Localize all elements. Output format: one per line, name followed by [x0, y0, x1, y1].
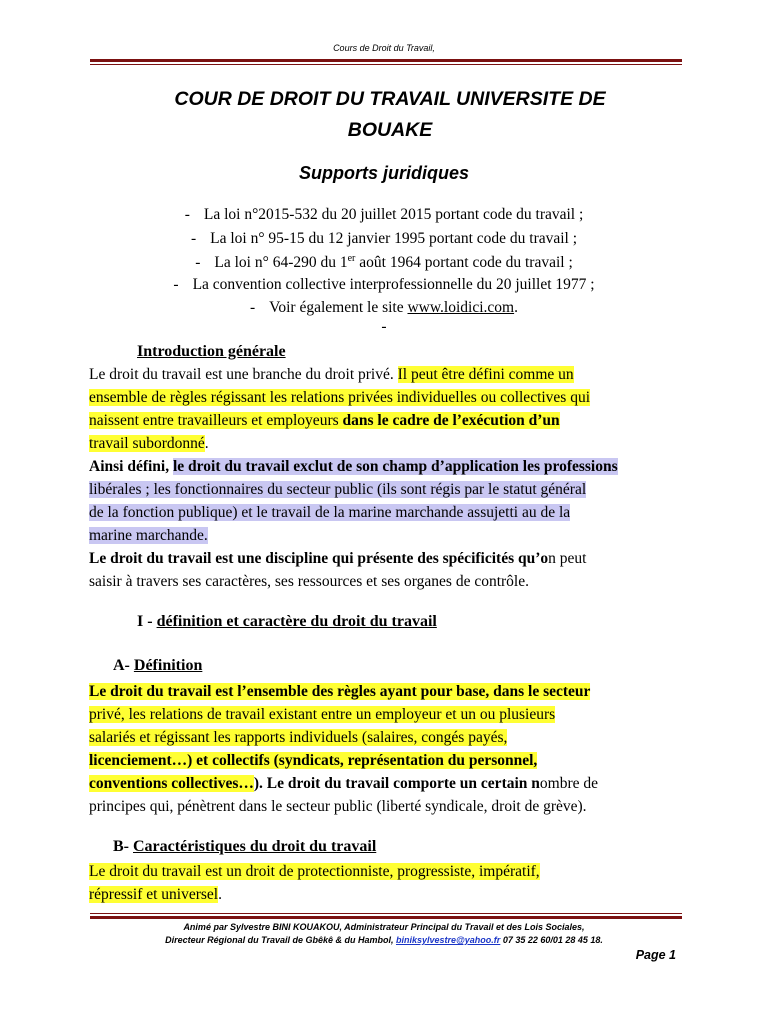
page-number: Page 1: [635, 948, 676, 962]
highlighted-text: licenciement…) et collectifs (syndicats, représentation du personnel,: [89, 752, 538, 769]
text: Ainsi défini,: [89, 458, 173, 475]
text: ombre de: [539, 775, 599, 792]
list-dash: -: [250, 299, 256, 316]
text: Le droit du travail est une branche du droit privé.: [89, 366, 398, 383]
law-item: [0, 206, 768, 224]
law-item: [0, 253, 768, 272]
text: .: [204, 435, 209, 452]
law-item: [0, 276, 768, 294]
highlighted-text: travail subordonné: [89, 435, 205, 452]
email-link[interactable]: biniksylvestre@yahoo.fr: [395, 935, 501, 945]
section-prefix: A-: [113, 657, 134, 674]
list-dash: -: [381, 318, 387, 335]
highlighted-text: conventions collectives…: [89, 775, 254, 792]
highlighted-text: naissent entre travailleurs et employeurs: [89, 412, 343, 429]
paragraph-line: [89, 410, 560, 432]
law-text: La convention collective interprofessionnelle du 20 juillet 1977 ;: [192, 276, 595, 293]
text: .: [218, 886, 222, 903]
law-item-empty: [0, 318, 768, 336]
highlighted-text: libérales: [89, 481, 142, 498]
paragraph-line: [89, 704, 555, 726]
section-title: Caractéristiques du droit du travail: [133, 838, 377, 855]
footer-author: Animé par Sylvestre BINI KOUAKOU, Administrateur Principal du Travail et des Lois Sociales,: [183, 922, 585, 932]
law-text: La loi n° 95-15 du 12 janvier 1995 portant code du travail ;: [210, 230, 578, 247]
highlighted-text: privé, les relations de travail existant entre un employeur et un ou plusieurs: [89, 706, 556, 723]
list-dash: -: [190, 230, 197, 247]
footer-text: Directeur Régional du Travail de Gbêkê & du Hambol,: [165, 935, 396, 945]
section-a-heading: [113, 657, 202, 675]
text: principes qui, pénètrent dans le secteur public (liberté syndicale, droit de grève).: [89, 798, 587, 815]
law-text: .: [514, 299, 518, 316]
law-text: La loi n°2015-532 du 20 juillet 2015 portant code du travail ;: [203, 206, 584, 223]
paragraph-line: [89, 479, 586, 501]
list-dash: -: [195, 254, 201, 272]
document-subtitle: Supports juridiques: [298, 163, 469, 183]
superscript: er: [347, 253, 356, 264]
law-item: [0, 230, 768, 248]
law-text: Voir également le site: [269, 299, 408, 316]
section-prefix: I -: [137, 613, 157, 630]
paragraph-line: [89, 861, 540, 883]
paragraph-line: [89, 525, 208, 547]
header-rule-thin: [90, 64, 682, 65]
law-text: août 1964 portant code du travail ;: [355, 254, 573, 272]
footer-rule-thin: [90, 913, 682, 914]
section-title: définition et caractère du droit du travail: [156, 613, 437, 630]
highlighted-text: Le droit du travail est l’ensemble des règles ayant pour base, dans le secteur: [89, 683, 591, 700]
section-title: Définition: [133, 657, 203, 674]
text: saisir à travers ses caractères, ses ressources et ses organes de contrôle.: [89, 573, 529, 590]
intro-heading: Introduction générale: [137, 343, 286, 360]
header-rule: [90, 59, 682, 62]
highlighted-text: le droit du travail exclut de son champ d’application les professions: [172, 458, 618, 475]
footer-phone: 07 35 22 60/01 28 45 18.: [500, 935, 603, 945]
paragraph-line: [89, 456, 618, 478]
highlighted-text: de la fonction publique) et le travail de la marine marchande assujetti au de la: [89, 504, 571, 521]
running-header: Cours de Droit du Travail,: [333, 43, 435, 53]
highlighted-text: salariés et régissant les rapports individuels (salaires, congés payés,: [89, 729, 508, 746]
paragraph-line: [89, 750, 537, 772]
highlighted-text: marine marchande.: [89, 527, 208, 544]
paragraph-line: [89, 364, 574, 386]
paragraph-line: [89, 502, 570, 524]
document-title-line2: BOUAKE: [347, 119, 433, 141]
paragraph-line: [89, 571, 529, 593]
highlighted-text: ; les fonctionnaires du secteur public (ils sont régis par le statut général: [141, 481, 587, 498]
document-title-line1: COUR DE DROIT DU TRAVAIL UNIVERSITE DE: [174, 88, 606, 110]
website-link[interactable]: www.loidici.com: [407, 299, 515, 316]
text: n peut: [548, 550, 587, 567]
highlighted-text: Le droit du travail est un droit de protectionniste, progressiste, impératif,: [89, 863, 540, 880]
paragraph-line: [89, 548, 586, 570]
paragraph-line: [89, 681, 590, 703]
list-dash: -: [184, 206, 190, 223]
text: ). Le droit du travail comporte un certain n: [253, 775, 540, 792]
paragraph-line: [89, 433, 209, 455]
highlighted-text: dans le cadre de l’exécution d’un: [342, 412, 560, 429]
section-1-heading: [137, 613, 437, 631]
highlighted-text: ensemble de règles régissant les relations privées individuelles ou collectives qui: [89, 389, 591, 406]
highlighted-text: répressif et universel: [89, 886, 219, 903]
text: Le droit du travail est une discipline qui présente des spécificités qu’o: [89, 550, 549, 567]
footer-contact: [0, 935, 768, 945]
paragraph-line: [89, 387, 590, 409]
law-text: La loi n° 64-290 du 1: [214, 254, 348, 272]
paragraph-line: [89, 727, 507, 749]
list-dash: -: [173, 276, 179, 293]
paragraph-line: [89, 773, 598, 795]
footer-rule: [90, 916, 682, 919]
paragraph-line: [89, 796, 587, 818]
section-prefix: B-: [113, 838, 133, 855]
law-item: [0, 299, 768, 317]
section-b-heading: [113, 838, 376, 856]
paragraph-line: [89, 884, 222, 906]
highlighted-text: Il peut être défini comme un: [397, 366, 574, 383]
